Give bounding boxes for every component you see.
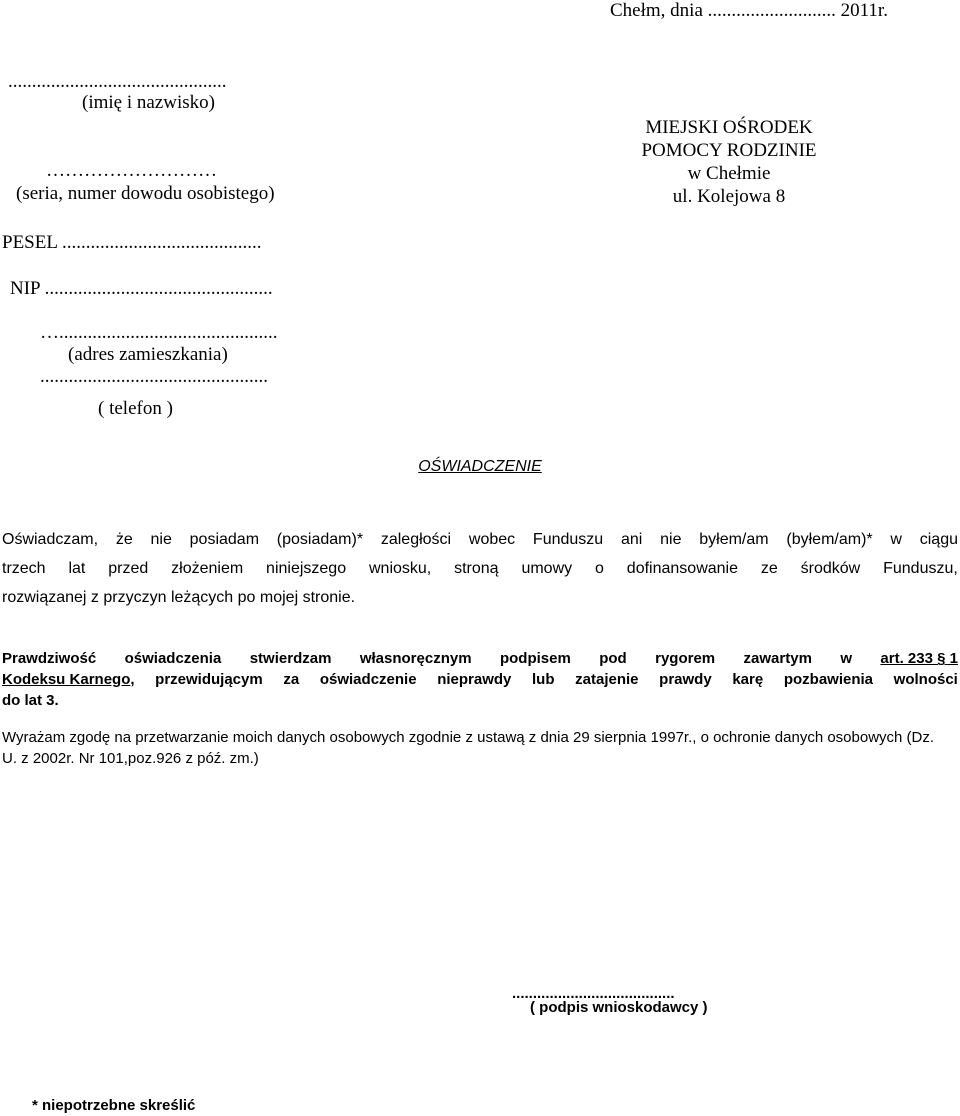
legal-reference-article: art. 233 § 1	[880, 650, 958, 667]
name-label: (imię i nazwisko)	[82, 92, 215, 113]
statement-line-3: rozwiązanej z przyczyn leżących po mojej stronie.	[2, 589, 356, 606]
idcard-placeholder-dots: ………………………	[46, 160, 217, 181]
signature-placeholder-dots: .......................................	[512, 985, 675, 1002]
word: (byłem/am)*	[786, 531, 873, 548]
word: Funduszu,	[883, 560, 958, 577]
word: stroną	[454, 560, 499, 577]
word: trzech	[2, 560, 46, 577]
institution-line-1: MIEJSKI OŚRODEK	[645, 117, 813, 138]
word: wolności	[893, 671, 958, 688]
word: nie	[150, 531, 172, 548]
nip-line: NIP ................................................	[10, 278, 273, 299]
word: niniejszego	[266, 560, 347, 577]
phone-label: ( telefon )	[98, 398, 173, 419]
word: w	[890, 531, 902, 548]
truth-line-1	[2, 648, 958, 669]
word: ciągu	[919, 531, 958, 548]
word: prawdy	[659, 671, 712, 688]
word: ,	[130, 671, 135, 688]
word: dofinansowanie	[626, 560, 738, 577]
pesel-line: PESEL ..........................................	[2, 232, 262, 253]
institution-line-2: POMOCY RODZINIE	[641, 140, 817, 161]
word: za	[283, 671, 300, 688]
word: przed	[108, 560, 149, 577]
signature-label: ( podpis wnioskodawcy )	[530, 999, 708, 1016]
word: podpisem	[499, 650, 571, 667]
idcard-label: (seria, numer dowodu osobistego)	[16, 183, 275, 204]
word: nie	[660, 531, 682, 548]
word: w	[840, 650, 852, 667]
footnote: * niepotrzebne skreślić	[32, 1097, 196, 1114]
statement-line-1	[2, 525, 958, 554]
institution-line-3: w Chełmie	[687, 163, 771, 184]
statement-paragraph	[2, 525, 958, 612]
institution-address-block	[622, 116, 836, 208]
word: przewidującym	[155, 671, 263, 688]
word: wniosku,	[368, 560, 432, 577]
word: stwierdzam	[249, 650, 332, 667]
address-placeholder-dots: …..............................................	[40, 322, 278, 343]
word: oświadczenia	[124, 650, 222, 667]
address-label: (adres zamieszkania)	[68, 344, 228, 365]
consent-paragraph: Wyrażam zgodę na przetwarzanie moich danych osobowych zgodnie z ustawą z dnia 29 sierpnia 1997r., o ochronie danych osobowych (Dz. U. z 2002r. Nr 101,poz.926 z póź. zm.)	[2, 729, 935, 767]
word: oświadczenie	[319, 671, 417, 688]
word: lub	[532, 671, 555, 688]
word: posiadam	[189, 531, 260, 548]
word: że	[115, 531, 133, 548]
word: ani	[620, 531, 643, 548]
word: zaległości	[380, 531, 452, 548]
word: pozbawienia	[783, 671, 874, 688]
institution-line-4: ul. Kolejowa 8	[672, 186, 786, 207]
date-line: Chełm, dnia ........................... 2011r.	[610, 0, 888, 21]
document-title: OŚWIADCZENIE	[418, 458, 542, 475]
word: zawartym	[743, 650, 812, 667]
word: lat	[68, 560, 86, 577]
word: Oświadczam,	[2, 531, 99, 548]
word: karę	[732, 671, 764, 688]
word: byłem/am	[699, 531, 769, 548]
word: umowy	[521, 560, 573, 577]
word: środków	[800, 560, 861, 577]
word: Funduszu	[532, 531, 604, 548]
word: zatajenie	[575, 671, 639, 688]
word: własnoręcznym	[359, 650, 472, 667]
word: (posiadam)*	[276, 531, 364, 548]
word: ze	[760, 560, 778, 577]
word: złożeniem	[171, 560, 244, 577]
truth-line-3: do lat 3.	[2, 692, 59, 709]
word: pod	[599, 650, 627, 667]
word: nieprawdy	[437, 671, 512, 688]
word: Prawdziwość	[2, 650, 97, 667]
name-placeholder-dots: ..............................................	[8, 71, 227, 92]
legal-reference-code: Kodeksu Karnego	[2, 671, 131, 688]
truth-line-2	[2, 669, 958, 690]
word: wobec	[468, 531, 516, 548]
word: o	[595, 560, 604, 577]
statement-line-2	[2, 554, 958, 583]
word: rygorem	[655, 650, 716, 667]
truth-paragraph	[2, 648, 958, 711]
phone-placeholder-dots: ................................................	[40, 366, 268, 387]
